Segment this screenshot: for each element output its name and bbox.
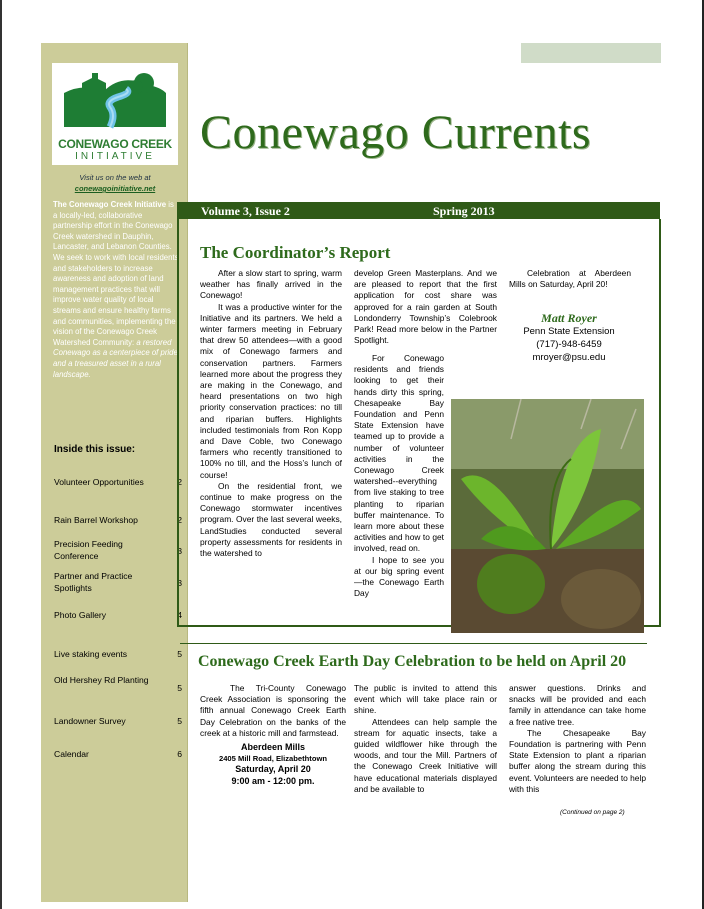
logo-title: CONEWAGO CREEK xyxy=(58,137,172,151)
toc-page: 2 xyxy=(177,515,182,525)
toc-label: Volunteer Opportunities xyxy=(54,477,144,487)
event-time: 9:00 am - 12:00 pm. xyxy=(231,775,315,786)
sidebar xyxy=(41,43,188,902)
paragraph: answer questions. Drinks and snacks will be provided and each family in attendance can take home a free native tree. xyxy=(509,683,646,727)
toc-page: 6 xyxy=(177,749,182,759)
signature xyxy=(510,312,628,364)
toc-item[interactable] xyxy=(54,538,182,562)
toc-label: Photo Gallery xyxy=(54,610,107,620)
page-frame-left xyxy=(0,0,2,909)
paragraph: develop Green Masterplans. And we are pleased to report that the first application for cost share was approved for a rain garden at South Londonderry Township’s Colebrook Park! Read more below in the Partner Spotlight. xyxy=(354,268,497,346)
website-note xyxy=(49,172,181,194)
toc-label: Calendar xyxy=(54,749,89,759)
skunk-cabbage-photo-icon xyxy=(451,399,644,633)
logo xyxy=(52,63,178,165)
masthead-title: Conewago Currents xyxy=(200,106,592,159)
paragraph: I hope to see you at our big spring event—the Conewago Earth Day xyxy=(354,554,444,599)
toc-item[interactable] xyxy=(54,715,182,727)
article2-col2 xyxy=(354,683,497,795)
about-text: is a locally-led, collaborative partnership effort in the Conewago Creek watershed in Dauphin, Lancaster, and Lebanon Counties. We seek to work with local residents and stakeholders to increase awareness and adoption of land management practices that will improve water quality of local streams and ensure healthy farms and communities, implementing the vision of the Conewago Creek Watershed Community: xyxy=(53,200,179,347)
toc-page: 2 xyxy=(177,477,182,487)
toc-label: Live staking events xyxy=(54,649,128,659)
skunk-cabbage-photo xyxy=(451,399,644,633)
toc-label: Partner and Practice Spotlights xyxy=(54,571,133,593)
toc-item[interactable] xyxy=(54,570,182,594)
toc-item[interactable] xyxy=(54,514,182,526)
logo-subtitle: INITIATIVE xyxy=(75,151,155,162)
toc-label: Old Hershey Rd Planting xyxy=(54,675,149,685)
event-address: 2405 Mill Road, Elizabethtown xyxy=(218,754,328,764)
header-accent-bar xyxy=(521,43,661,63)
toc-item[interactable] xyxy=(54,609,182,621)
creek-landscape-logo-icon xyxy=(52,63,178,137)
article1-col2-top xyxy=(354,268,497,346)
paragraph: After a slow start to spring, warm weather has finally arrived in the Conewago! xyxy=(200,268,342,301)
article2-col1 xyxy=(200,683,346,787)
signature-name: Matt Royer xyxy=(541,311,597,325)
toc-label: Rain Barrel Workshop xyxy=(54,515,138,525)
article-title: The Coordinator’s Report xyxy=(200,243,391,262)
toc-page: 4 xyxy=(177,610,182,620)
toc-item[interactable] xyxy=(54,476,182,488)
paragraph: The Tri-County Conewago Creek Association is sponsoring the fifth annual Conewago Creek Earth Day Celebration on the banks of the creek at a historic mill and farmstead. xyxy=(200,683,346,738)
signature-phone: (717)-948-6459 xyxy=(536,339,602,350)
toc-label: Landowner Survey xyxy=(54,716,126,726)
event-venue: Aberdeen Mills xyxy=(240,742,305,753)
signature-org: Penn State Extension xyxy=(523,326,615,337)
about-initiative xyxy=(53,200,179,380)
paragraph: Attendees can help sample the stream for aquatic insects, take a guided wildflower hike through the woods, and tour the Mill. Partners of the Conewago Creek Initiative will have educational materials displayed and be available to xyxy=(354,716,497,794)
toc-page: 5 xyxy=(177,683,182,693)
season-label: Spring 2013 xyxy=(433,204,495,218)
volume-label: Volume 3, Issue 2 xyxy=(201,204,290,218)
toc-item[interactable] xyxy=(54,748,182,760)
toc-page: 3 xyxy=(177,546,182,556)
toc-item[interactable] xyxy=(54,648,182,660)
event-date: Saturday, April 20 xyxy=(235,764,311,775)
article1-col1 xyxy=(200,268,342,559)
paragraph: On the residential front, we continue to make progress on the Conewago stormwater incentives program. Over the last several weeks, LandStudies conducted several property assessments for residents in the watershed to xyxy=(200,480,342,559)
signature-email[interactable]: mroyer@psu.edu xyxy=(532,352,606,363)
toc-page: 3 xyxy=(177,578,182,588)
inside-issue-title: Inside this issue: xyxy=(54,444,136,455)
paragraph: The public is invited to attend this event which will take place rain or shine. xyxy=(354,683,497,716)
article-title: Conewago Creek Earth Day Celebration to be held on April 20 xyxy=(198,653,627,670)
paragraph: The Chesapeake Bay Foundation is partnering with Penn State Extension to plant a riparian buffer along the stream during this event. Volunteers are needed to help with this xyxy=(509,727,646,794)
article2-col3 xyxy=(509,683,646,795)
paragraph: It was a productive winter for the Initiative and its partners. We held a winter farmers meeting in February that drew 50 attendees—with a good mix of Conewago farmers and conservation partners. Farmers learned more about the progress they are making in the Conewago, and heard presentations on two high priority conservation practices: no till and riparian buffers. Highlights included testimonials from Ron Kopp and Dave Coble, two Conewago farmers who recently transitioned to 100% no till, and the Hoss’s lunch of course! xyxy=(200,301,342,480)
visit-text: Visit us on the web at xyxy=(79,173,151,182)
paragraph: For Conewago residents and friends looking to get their hands dirty this spring, Chesapeake Bay Foundation and Penn State Extension have teamed up to provide a number of volunteer activities in the Conewago Creek watershed--everything from live staking to tree planting to riparian buffer maintenance. To learn more about these activities and how to get involved, read on. xyxy=(354,353,444,554)
toc-item[interactable] xyxy=(54,674,182,693)
section-divider xyxy=(180,643,647,644)
about-name: The Conewago Creek Initiative xyxy=(53,200,167,209)
issue-bar xyxy=(177,202,660,219)
paragraph: Celebration at Aberdeen Mills on Saturday, April 20! xyxy=(509,268,631,290)
toc-page: 5 xyxy=(177,649,182,659)
article1-col3 xyxy=(509,268,631,290)
about-vision: a restored Conewago as a centerpiece of pride and a treasured asset in a rural landscape. xyxy=(53,337,178,379)
website-link[interactable]: conewagoinitiative.net xyxy=(74,184,156,193)
toc-page: 5 xyxy=(177,716,182,726)
article1-col2-bottom xyxy=(354,353,444,599)
continued-note: (Continued on page 2) xyxy=(560,809,625,816)
toc-label: Precision Feeding Conference xyxy=(54,539,123,561)
